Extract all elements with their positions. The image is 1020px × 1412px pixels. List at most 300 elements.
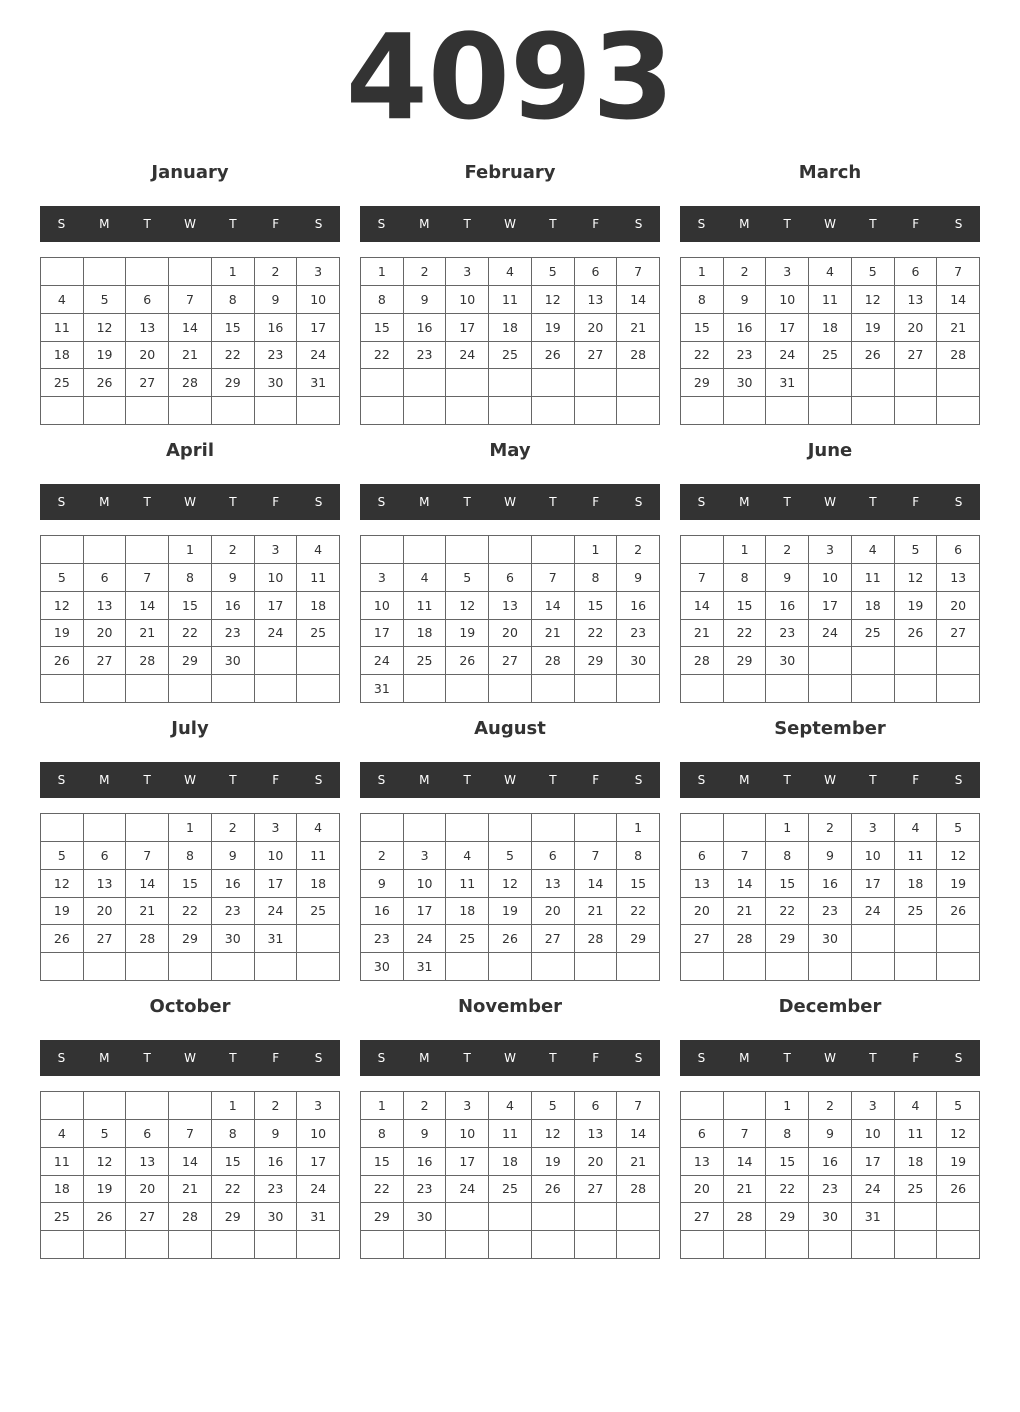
- day-cell: [489, 397, 532, 425]
- day-cell: 11: [852, 564, 895, 592]
- day-cell: [41, 536, 84, 564]
- day-cell: [489, 1231, 532, 1259]
- day-cell: 2: [404, 1092, 447, 1120]
- weekday-label: S: [954, 217, 963, 231]
- day-cell: 9: [255, 286, 298, 314]
- day-cell: 17: [404, 898, 447, 926]
- weekday-label: W: [504, 495, 516, 509]
- weekday-label: W: [184, 1051, 196, 1065]
- day-grid: [360, 535, 660, 703]
- day-cell: 19: [532, 1148, 575, 1176]
- day-cell: [724, 1092, 767, 1120]
- day-cell: 9: [404, 1120, 447, 1148]
- day-cell: 17: [809, 592, 852, 620]
- day-cell: [895, 1203, 938, 1231]
- weekday-label: S: [57, 495, 66, 509]
- weekday-label: T: [783, 495, 791, 509]
- day-cell: 28: [724, 925, 767, 953]
- weekday-label: T: [783, 1051, 791, 1065]
- day-cell: [41, 814, 84, 842]
- day-cell: 28: [937, 342, 980, 370]
- day-cell: 25: [895, 1176, 938, 1204]
- weekday-label: S: [697, 1051, 706, 1065]
- day-cell: [212, 397, 255, 425]
- day-cell: 17: [852, 1148, 895, 1176]
- day-cell: [212, 675, 255, 703]
- weekday-header: [360, 1040, 660, 1076]
- day-cell: 17: [852, 870, 895, 898]
- day-cell: 13: [575, 286, 618, 314]
- day-cell: 1: [212, 1092, 255, 1120]
- day-cell: 5: [895, 536, 938, 564]
- day-cell: [169, 258, 212, 286]
- day-cell: 4: [297, 536, 340, 564]
- day-cell: 16: [809, 1148, 852, 1176]
- month-name: August: [474, 718, 546, 739]
- month-name: June: [807, 440, 853, 461]
- day-cell: 25: [404, 647, 447, 675]
- day-grid: [360, 257, 660, 425]
- day-cell: [255, 675, 298, 703]
- day-cell: 9: [404, 286, 447, 314]
- day-cell: 16: [212, 592, 255, 620]
- day-cell: 23: [809, 898, 852, 926]
- day-cell: 31: [297, 369, 340, 397]
- day-cell: 9: [809, 1120, 852, 1148]
- day-cell: 29: [766, 1203, 809, 1231]
- day-cell: [169, 953, 212, 981]
- day-cell: [681, 536, 724, 564]
- day-cell: 21: [724, 1176, 767, 1204]
- month-name: May: [489, 440, 531, 461]
- day-cell: 6: [895, 258, 938, 286]
- weekday-label: S: [634, 217, 643, 231]
- day-cell: 17: [361, 620, 404, 648]
- day-cell: [766, 397, 809, 425]
- day-cell: 9: [212, 564, 255, 592]
- day-cell: 21: [575, 898, 618, 926]
- day-cell: 13: [84, 870, 127, 898]
- day-cell: 20: [681, 1176, 724, 1204]
- day-cell: [681, 675, 724, 703]
- day-cell: 8: [766, 1120, 809, 1148]
- day-cell: 31: [361, 675, 404, 703]
- weekday-label: W: [504, 217, 516, 231]
- day-cell: 9: [766, 564, 809, 592]
- day-cell: 5: [937, 1092, 980, 1120]
- day-cell: [297, 925, 340, 953]
- day-cell: 28: [724, 1203, 767, 1231]
- day-cell: 30: [255, 369, 298, 397]
- day-cell: 27: [84, 647, 127, 675]
- day-cell: 13: [84, 592, 127, 620]
- day-cell: 15: [361, 314, 404, 342]
- day-cell: [361, 814, 404, 842]
- day-cell: [84, 397, 127, 425]
- day-cell: [724, 814, 767, 842]
- day-cell: [84, 814, 127, 842]
- weekday-label: W: [504, 773, 516, 787]
- day-cell: 21: [126, 620, 169, 648]
- day-cell: 23: [404, 342, 447, 370]
- day-cell: [126, 1231, 169, 1259]
- day-cell: 15: [681, 314, 724, 342]
- day-cell: 31: [255, 925, 298, 953]
- day-cell: 2: [212, 814, 255, 842]
- weekday-label: S: [377, 773, 386, 787]
- day-cell: 30: [724, 369, 767, 397]
- day-cell: 9: [809, 842, 852, 870]
- weekday-label: T: [143, 495, 151, 509]
- day-cell: 12: [895, 564, 938, 592]
- day-cell: 18: [41, 342, 84, 370]
- day-cell: 2: [724, 258, 767, 286]
- weekday-label: T: [783, 217, 791, 231]
- day-cell: 10: [255, 564, 298, 592]
- day-cell: 24: [361, 647, 404, 675]
- day-cell: [617, 397, 660, 425]
- day-cell: [446, 397, 489, 425]
- day-cell: 13: [681, 1148, 724, 1176]
- day-cell: 25: [41, 1203, 84, 1231]
- day-cell: 3: [852, 1092, 895, 1120]
- day-cell: 7: [681, 564, 724, 592]
- day-cell: 10: [361, 592, 404, 620]
- day-cell: [852, 397, 895, 425]
- weekday-label: T: [229, 495, 237, 509]
- month-name: July: [171, 718, 209, 739]
- day-cell: [361, 536, 404, 564]
- weekday-label: F: [912, 217, 920, 231]
- day-cell: [446, 814, 489, 842]
- weekday-label: T: [549, 495, 557, 509]
- day-cell: 21: [937, 314, 980, 342]
- weekday-label: W: [824, 773, 836, 787]
- weekday-label: S: [954, 495, 963, 509]
- day-cell: 24: [297, 1176, 340, 1204]
- weekday-label: F: [592, 1051, 600, 1065]
- day-cell: 20: [681, 898, 724, 926]
- weekday-label: T: [463, 1051, 471, 1065]
- day-cell: [937, 925, 980, 953]
- day-cell: 28: [575, 925, 618, 953]
- day-cell: 9: [255, 1120, 298, 1148]
- day-cell: 16: [766, 592, 809, 620]
- day-cell: 1: [617, 814, 660, 842]
- day-cell: 22: [766, 1176, 809, 1204]
- day-cell: 16: [255, 1148, 298, 1176]
- weekday-label: S: [377, 1051, 386, 1065]
- weekday-label: M: [419, 217, 430, 231]
- weekday-label: T: [229, 1051, 237, 1065]
- day-cell: 14: [126, 870, 169, 898]
- day-cell: 14: [532, 592, 575, 620]
- day-cell: [255, 647, 298, 675]
- weekday-label: T: [869, 217, 877, 231]
- day-cell: 27: [895, 342, 938, 370]
- day-cell: 12: [532, 286, 575, 314]
- day-cell: [41, 1231, 84, 1259]
- day-cell: 15: [169, 592, 212, 620]
- month-name: April: [165, 440, 215, 461]
- day-cell: 25: [446, 925, 489, 953]
- day-cell: 18: [297, 870, 340, 898]
- day-cell: [41, 1092, 84, 1120]
- day-cell: [361, 1231, 404, 1259]
- weekday-header: [40, 1040, 340, 1076]
- day-cell: [446, 675, 489, 703]
- day-cell: [41, 397, 84, 425]
- day-cell: 6: [84, 842, 127, 870]
- day-cell: [895, 953, 938, 981]
- day-cell: 4: [809, 258, 852, 286]
- day-cell: 3: [766, 258, 809, 286]
- day-cell: [532, 536, 575, 564]
- day-cell: 13: [681, 870, 724, 898]
- day-cell: [852, 369, 895, 397]
- day-cell: [169, 675, 212, 703]
- day-cell: 18: [852, 592, 895, 620]
- day-cell: [895, 1231, 938, 1259]
- day-cell: [41, 953, 84, 981]
- day-cell: [937, 1231, 980, 1259]
- day-cell: 16: [617, 592, 660, 620]
- day-cell: 4: [446, 842, 489, 870]
- day-cell: 8: [617, 842, 660, 870]
- day-cell: 27: [575, 342, 618, 370]
- day-cell: [681, 397, 724, 425]
- day-cell: 13: [126, 1148, 169, 1176]
- day-cell: 3: [809, 536, 852, 564]
- day-cell: [724, 675, 767, 703]
- weekday-header: [40, 762, 340, 798]
- day-grid: [680, 1091, 980, 1259]
- day-cell: 18: [41, 1176, 84, 1204]
- day-cell: [895, 925, 938, 953]
- day-cell: 10: [255, 842, 298, 870]
- day-cell: 8: [766, 842, 809, 870]
- day-cell: 27: [937, 620, 980, 648]
- month-name: March: [798, 162, 862, 183]
- day-cell: [809, 369, 852, 397]
- weekday-label: S: [697, 773, 706, 787]
- day-cell: 30: [404, 1203, 447, 1231]
- day-grid: [680, 813, 980, 981]
- day-cell: [575, 1231, 618, 1259]
- weekday-label: W: [184, 773, 196, 787]
- day-cell: 20: [895, 314, 938, 342]
- weekday-label: S: [634, 495, 643, 509]
- day-cell: 11: [489, 1120, 532, 1148]
- day-cell: 6: [575, 258, 618, 286]
- day-cell: 22: [212, 342, 255, 370]
- weekday-label: F: [912, 1051, 920, 1065]
- weekday-label: S: [697, 217, 706, 231]
- day-cell: 4: [41, 286, 84, 314]
- day-cell: 15: [169, 870, 212, 898]
- day-cell: 2: [255, 258, 298, 286]
- day-cell: 13: [489, 592, 532, 620]
- weekday-label: S: [57, 217, 66, 231]
- day-cell: 4: [895, 1092, 938, 1120]
- day-cell: 30: [361, 953, 404, 981]
- day-cell: 21: [169, 1176, 212, 1204]
- day-cell: 10: [446, 286, 489, 314]
- day-cell: [681, 1092, 724, 1120]
- day-cell: 16: [255, 314, 298, 342]
- day-cell: [297, 397, 340, 425]
- day-cell: 22: [724, 620, 767, 648]
- day-cell: [126, 814, 169, 842]
- day-cell: 7: [575, 842, 618, 870]
- day-cell: [532, 397, 575, 425]
- day-cell: 5: [532, 258, 575, 286]
- day-cell: 13: [126, 314, 169, 342]
- day-cell: 29: [724, 647, 767, 675]
- day-cell: 8: [361, 286, 404, 314]
- day-cell: [255, 953, 298, 981]
- month-name: January: [151, 162, 229, 183]
- weekday-label: F: [592, 217, 600, 231]
- day-cell: 26: [41, 647, 84, 675]
- day-cell: 4: [489, 1092, 532, 1120]
- weekday-label: F: [592, 495, 600, 509]
- weekday-label: S: [57, 1051, 66, 1065]
- day-cell: 23: [255, 342, 298, 370]
- weekday-label: F: [272, 217, 280, 231]
- day-cell: [937, 953, 980, 981]
- day-cell: [766, 675, 809, 703]
- day-cell: [937, 675, 980, 703]
- weekday-header: [360, 484, 660, 520]
- month-name: February: [464, 162, 556, 183]
- day-cell: [446, 953, 489, 981]
- day-cell: 17: [297, 1148, 340, 1176]
- day-cell: 24: [255, 620, 298, 648]
- weekday-label: T: [143, 1051, 151, 1065]
- weekday-label: M: [739, 495, 750, 509]
- day-cell: 20: [575, 1148, 618, 1176]
- day-cell: 2: [809, 814, 852, 842]
- day-cell: 11: [404, 592, 447, 620]
- day-cell: 20: [937, 592, 980, 620]
- day-cell: 7: [126, 564, 169, 592]
- day-cell: 10: [809, 564, 852, 592]
- day-cell: 1: [575, 536, 618, 564]
- day-cell: 1: [766, 814, 809, 842]
- weekday-label: F: [272, 1051, 280, 1065]
- day-cell: 2: [617, 536, 660, 564]
- day-cell: 5: [84, 286, 127, 314]
- day-cell: [169, 1092, 212, 1120]
- day-cell: 25: [489, 1176, 532, 1204]
- day-cell: 27: [681, 1203, 724, 1231]
- day-cell: 10: [297, 286, 340, 314]
- weekday-label: S: [697, 495, 706, 509]
- day-cell: [809, 647, 852, 675]
- month-name: October: [149, 996, 231, 1017]
- weekday-label: S: [314, 773, 323, 787]
- day-cell: 1: [766, 1092, 809, 1120]
- weekday-label: F: [592, 773, 600, 787]
- day-cell: 17: [446, 314, 489, 342]
- day-cell: 26: [937, 1176, 980, 1204]
- day-cell: 7: [169, 1120, 212, 1148]
- day-cell: 8: [212, 286, 255, 314]
- day-cell: 21: [617, 314, 660, 342]
- day-cell: 26: [84, 1203, 127, 1231]
- weekday-header: [680, 484, 980, 520]
- day-cell: [489, 1203, 532, 1231]
- day-cell: 28: [126, 925, 169, 953]
- day-cell: 19: [532, 314, 575, 342]
- day-cell: [84, 1092, 127, 1120]
- day-cell: [84, 953, 127, 981]
- day-cell: 4: [404, 564, 447, 592]
- day-cell: 5: [937, 814, 980, 842]
- day-cell: 29: [681, 369, 724, 397]
- day-cell: [852, 1231, 895, 1259]
- day-cell: 12: [84, 314, 127, 342]
- day-cell: [446, 536, 489, 564]
- day-cell: [297, 953, 340, 981]
- day-cell: 25: [895, 898, 938, 926]
- weekday-label: T: [229, 773, 237, 787]
- day-cell: 28: [169, 1203, 212, 1231]
- weekday-label: F: [272, 495, 280, 509]
- weekday-label: M: [99, 217, 110, 231]
- day-cell: 15: [766, 1148, 809, 1176]
- day-cell: 17: [255, 592, 298, 620]
- weekday-label: T: [463, 217, 471, 231]
- day-cell: 19: [937, 870, 980, 898]
- day-cell: [361, 397, 404, 425]
- day-cell: 22: [361, 342, 404, 370]
- weekday-label: S: [314, 217, 323, 231]
- day-cell: 10: [297, 1120, 340, 1148]
- day-cell: 8: [724, 564, 767, 592]
- day-cell: 17: [446, 1148, 489, 1176]
- day-cell: 19: [895, 592, 938, 620]
- day-cell: 7: [617, 1092, 660, 1120]
- day-cell: 25: [809, 342, 852, 370]
- day-cell: 8: [169, 842, 212, 870]
- day-cell: [255, 397, 298, 425]
- day-cell: 23: [617, 620, 660, 648]
- weekday-label: T: [869, 773, 877, 787]
- day-cell: [126, 1092, 169, 1120]
- day-cell: 3: [255, 814, 298, 842]
- day-cell: [532, 1231, 575, 1259]
- day-cell: 23: [766, 620, 809, 648]
- day-grid: [40, 257, 340, 425]
- day-cell: 30: [255, 1203, 298, 1231]
- day-cell: 4: [41, 1120, 84, 1148]
- day-cell: 28: [126, 647, 169, 675]
- day-cell: 3: [297, 1092, 340, 1120]
- day-cell: [126, 675, 169, 703]
- month-name: November: [457, 996, 563, 1017]
- day-cell: [404, 397, 447, 425]
- day-cell: 21: [126, 898, 169, 926]
- weekday-label: S: [314, 495, 323, 509]
- day-cell: 21: [724, 898, 767, 926]
- day-cell: [617, 1203, 660, 1231]
- day-cell: 27: [532, 925, 575, 953]
- day-cell: [532, 1203, 575, 1231]
- day-cell: 12: [446, 592, 489, 620]
- day-cell: 25: [852, 620, 895, 648]
